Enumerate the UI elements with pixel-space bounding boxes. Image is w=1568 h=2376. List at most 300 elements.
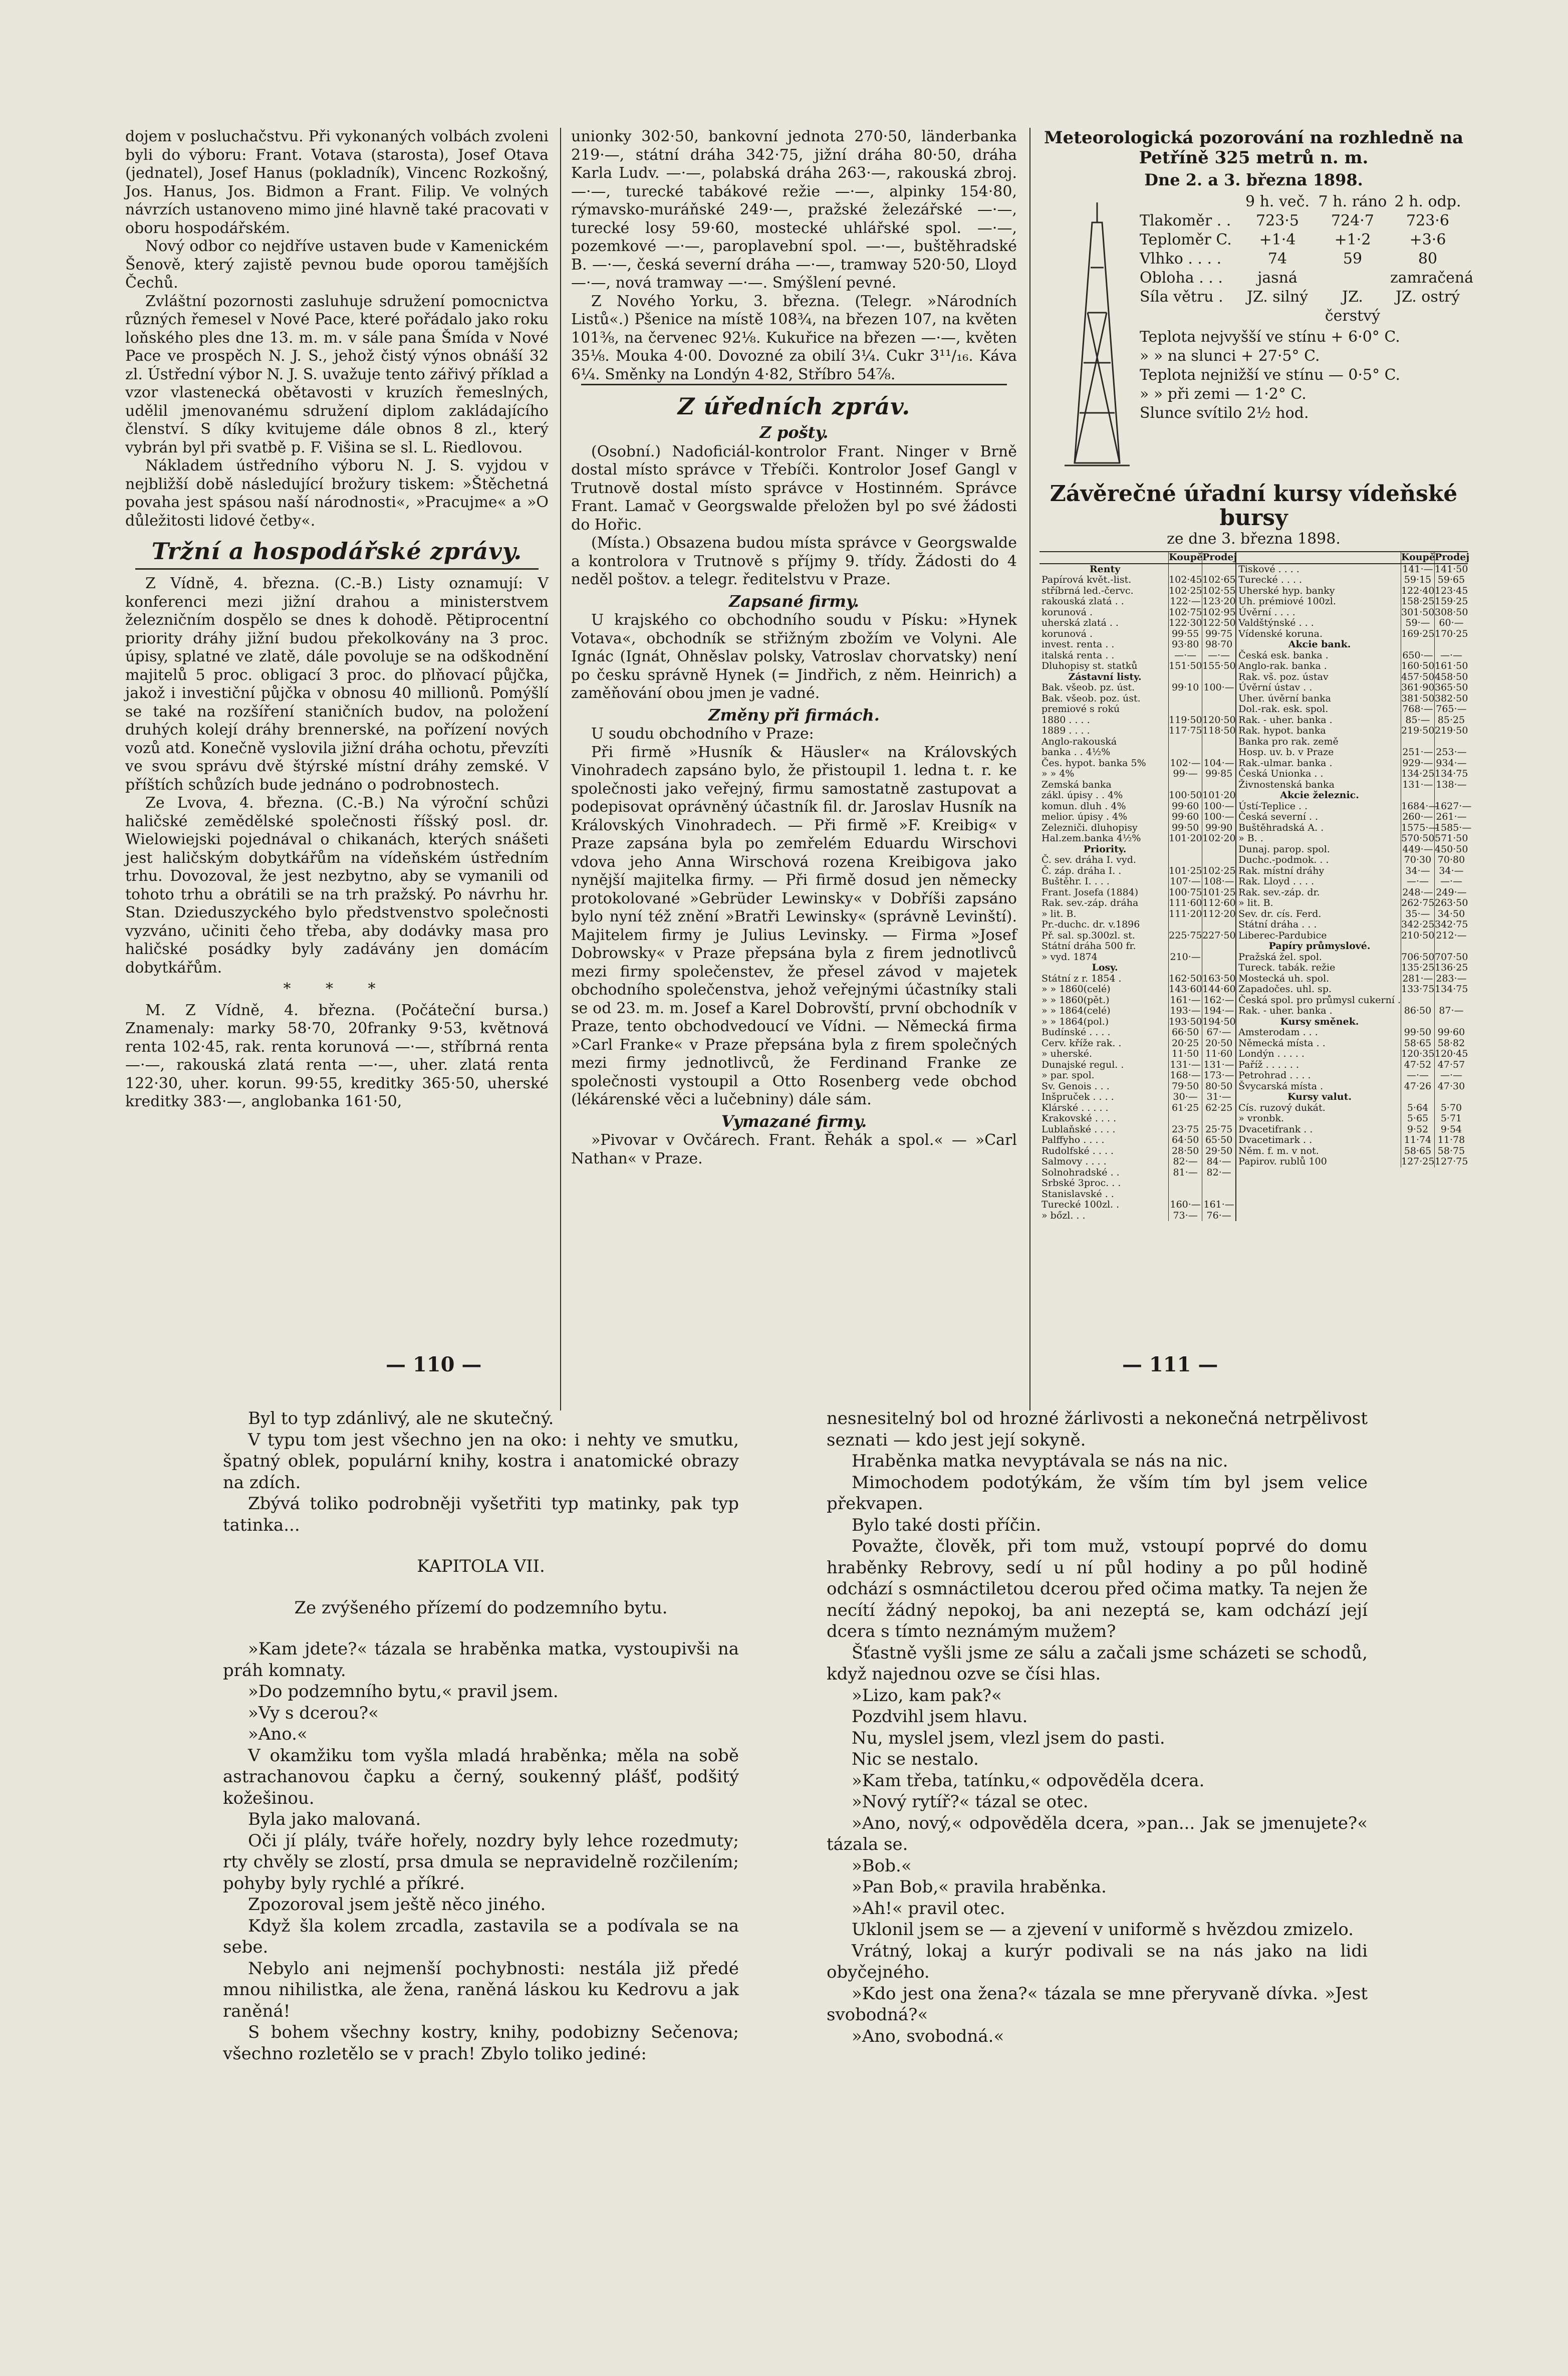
exchange-row <box>1039 1038 1235 1049</box>
security-name: Sev. dr. cís. Ferd. <box>1238 908 1322 919</box>
buy-price: 301·50 <box>1401 606 1435 618</box>
paragraph: Považte, člověk, při tom muž, vstoupí poprvé do domu hraběnky Rebrovy, sedí u ní půl hodiny a po půl hodině odchází s osmnáctiletou dcerou před očima matky. Ta nejen že necítí žádný nepokoj, ba ani nezeptá se, kam odchází její dcera s tímto neznámým mužem? <box>827 1536 1368 1641</box>
exchange-row <box>1236 693 1468 704</box>
paragraph: Nebylo ani nejmenší pochybnosti: nestála již předé mnou nihilistka, ale žena, raněná láskou ku Kedrovu a jak raněná! <box>223 1958 739 2021</box>
newspaper-column-3 <box>1039 128 1474 1221</box>
article-vienna: Z Vídně, 4. března. (C.-B.) Listy oznamují: V konferenci mezi jižní drahou a ministerstvem železničním dospělo se dnes k dohodě. Pětiprocentní priority dráhy jižní budou překolkovány na 3 proc. úpisy, splatné ve zlatě, dále povoluje se na odškodnění majitelů 5 proc. obligací 3 proc. do plňovací půjčka, jakož i investiční půjčka v obnosu 40 millionů. Pomýšlí se také na rozšíření staničních budov, na položení druhých kolejí dráhy brennerské, na pořízení nových vozů atd. Konečně vyslovila jižní dráha ochotu, převzíti ve svou správu dvě štýrské místní dráhy zemské. V příštích schůzích bude jednáno o podrobnostech. <box>125 575 549 794</box>
page-number-left: — 110 — <box>386 1353 482 1376</box>
buy-price <box>1168 564 1202 575</box>
security-name: Duchc.-podmok. . . <box>1238 854 1329 865</box>
newspaper-clipping <box>125 128 1474 1295</box>
exchange-row <box>1236 629 1468 640</box>
security-name: Česká Unionka . . <box>1238 768 1324 779</box>
exchange-row <box>1039 704 1235 715</box>
exchange-row <box>1039 855 1235 866</box>
buy-price: 59·15 <box>1401 575 1434 586</box>
exchange-row <box>1039 823 1235 834</box>
paragraph: V okamžiku tom vyšla mladá hraběnka; měla na sobě astrachanovou čapku a černý, soukenný plášť, podšitý kožešinou. <box>223 1745 739 1808</box>
buy-price: 61·25 <box>1168 1103 1202 1114</box>
buy-price: 30·— <box>1168 1092 1202 1103</box>
security-name: Dunaj. parop. spol. <box>1238 843 1330 855</box>
exchange-row <box>1039 1167 1235 1178</box>
security-name: Losy. <box>1092 962 1118 973</box>
meteorology-label: Síla větru . <box>1140 288 1223 306</box>
exchange-row <box>1039 682 1235 693</box>
exchange-row <box>1039 1124 1235 1135</box>
sell-price: 253·— <box>1434 747 1468 758</box>
security-name: Klárské . . . . . <box>1041 1102 1109 1113</box>
security-name: Př. sal. sp.300zl. st. <box>1041 929 1135 941</box>
security-name: Priority. <box>1083 843 1127 855</box>
security-name: » lit. B. <box>1238 897 1273 908</box>
exchange-section-heading <box>1039 672 1235 683</box>
meteorology-label: Obloha . . . <box>1140 269 1223 287</box>
meteorology-value: 74 <box>1267 250 1287 268</box>
exchange-row <box>1236 1049 1468 1060</box>
exchange-row <box>1039 812 1235 823</box>
security-name: Londýn . . . . . <box>1238 1048 1304 1059</box>
exchange-row <box>1236 1103 1468 1114</box>
exchange-row <box>1039 909 1235 920</box>
meteorology-value: +3·6 <box>1409 230 1446 249</box>
page-number-right: — 111 — <box>1122 1353 1218 1376</box>
security-name: Frant. Josefa (1884) <box>1041 886 1139 898</box>
buy-price: 85·— <box>1401 715 1434 726</box>
buy-price: 1575·— <box>1401 822 1438 833</box>
security-name: Zelezniči. dluhopisy <box>1041 822 1138 833</box>
exchange-row <box>1039 1146 1235 1157</box>
sell-price: 82·— <box>1202 1167 1235 1178</box>
security-name: » uherské. <box>1041 1048 1093 1059</box>
meteorology-value: 723·6 <box>1406 211 1449 229</box>
paragraph: Zvláštní pozornosti zasluhuje sdružení pomocnictva různých řemesel v Nové Pace, které pořádalo jako roku loňského ples dne 13. m. m. v sále pana Šmída v Nové Pace ve prospěch N. J. S., jehož čistý výnos obnáší 32 zl. Ústřední výbor N. J. S. uvažuje tento zářivý příklad a vzor vlastenecká obětavosti v kruzích řemeslných, udělil jmenovanému sdružení diplom zakládajícího členství. S díky kvitujeme dále obnos 8 zl., který vybrán byl při svatbě p. F. Višina se sl. L. Riedlovou. <box>125 292 549 456</box>
buy-price: 82·— <box>1168 1156 1202 1167</box>
buy-price: 66·50 <box>1168 1027 1202 1038</box>
buy-price: 35·— <box>1401 909 1434 920</box>
section-title: Tržní a hospodářské zprávy. <box>151 538 522 565</box>
buy-price: 102·45 <box>1169 574 1202 585</box>
sell-price: 707·50 <box>1435 951 1468 963</box>
buy-price: 706·50 <box>1401 951 1435 963</box>
sell-price: 120·50 <box>1202 714 1236 726</box>
buy-price: 457·50 <box>1401 671 1435 682</box>
security-name: Dunajské regul. . <box>1041 1059 1124 1070</box>
buy-price: 70·30 <box>1401 855 1434 866</box>
security-name: Tiskové . . . . <box>1238 563 1299 575</box>
exchange-row <box>1236 833 1468 844</box>
exchange-section-heading <box>1236 1017 1468 1028</box>
security-name: premiové s rokú <box>1041 703 1120 715</box>
sell-price: 102·65 <box>1202 574 1236 585</box>
paragraph: »Ano.« <box>248 1724 308 1744</box>
exchange-row <box>1236 1060 1468 1071</box>
security-name: » B. . <box>1238 833 1263 844</box>
buy-price: 281·— <box>1401 974 1434 985</box>
buy-price: 1684·— <box>1401 800 1438 812</box>
newspaper-column-1 <box>125 128 549 1111</box>
sell-price <box>1434 790 1468 801</box>
security-name: Anglo-rak. banka . <box>1238 660 1327 671</box>
buy-price: 127·25 <box>1401 1156 1435 1167</box>
exchange-row <box>1236 919 1468 930</box>
sell-price: 212·— <box>1434 930 1468 941</box>
paragraph: nesnesitelný bol od hrozné žárlivosti a nekonečná netrpělivost seznati — kdo jest její sokyně. <box>827 1408 1368 1450</box>
buy-price: 248·— <box>1401 887 1434 898</box>
buy-price: 58·65 <box>1401 1146 1434 1157</box>
buy-price: 11·74 <box>1401 1135 1434 1146</box>
paragraph: unionky 302·50, bankovní jednota 270·50, länderbanka 219·—, státní dráha 342·75, jižní dráha 80·50, dráha Karla Ludv. —·—, polabská dráha 263·—, rakouská zbroj. —·—, turecké tabákové režie —·—, alpinky 154·80, rýmavsko-muráňské 249·—, pražské železářské —·—, turecké losy 59·60, mostecké uhlářské spol. —·—, pozemkové —·—, paroplavební spol. —·—, buštěhradské B. —·—, česká severní dráha —·—, tramway 520·50, Lloyd —·—, nová tramway —·—. Smýšlení pevné. <box>571 128 1017 292</box>
buy-price: 122·— <box>1168 596 1202 607</box>
meteorology-label: Tlakoměr . . <box>1140 211 1231 229</box>
sell-price: 104·— <box>1202 758 1235 769</box>
security-name: Zemská banka <box>1041 779 1112 790</box>
buy-price: 81·— <box>1168 1167 1202 1178</box>
buy-price: 929·— <box>1401 758 1434 769</box>
security-name: » » 1860(pět.) <box>1041 994 1110 1006</box>
exchange-row <box>1039 952 1235 963</box>
exchange-row <box>1236 596 1468 607</box>
paragraph: »Kam jdete?« tázala se hraběnka matka, vystoupivši na práh komnaty. <box>223 1639 739 1681</box>
paragraph: Pozdvihl jsem hlavu. <box>852 1707 1028 1727</box>
paragraph: dojem v posluchačstvu. Při vykonaných volbách zvoleni byli do výboru: Frant. Votava (starosta), Josef Otava (jednatel), Josef Hanus (pokladník), Vincenc Rozkošný, Jos. Hanus, Jos. Bidmon a Frant. Filip. Ve volných návrzích ustanoveno mimo jiné hlavně také pracovati v oboru hospodářském. <box>125 128 549 237</box>
buy-price: 141·— <box>1401 564 1434 575</box>
meteorology-row <box>1140 288 1465 326</box>
sell-price: 87·— <box>1434 1006 1468 1017</box>
security-name: invest. renta . . <box>1041 639 1115 650</box>
exchange-row <box>1039 586 1235 597</box>
security-name: Česká esk. banka . <box>1238 649 1329 661</box>
sell-price: 101·20 <box>1202 790 1236 801</box>
sell-price: 31·— <box>1202 1092 1235 1103</box>
buy-price <box>1401 941 1434 952</box>
sell-price: 131·— <box>1202 1060 1235 1071</box>
exchange-row <box>1039 898 1235 909</box>
paragraph: Nákladem ústředního výboru N. J. S. vyjdou v nejbližší době následující brožury tiskem: »Štěchetná povaha jest spásou naší národnosti«, »Pracujme« a »O důležitosti lidové četby«. <box>125 457 549 530</box>
buy-price: 768·— <box>1401 704 1434 715</box>
security-name: Státní z r. 1854 . <box>1041 973 1122 984</box>
security-name: Inšpruček . . . . <box>1041 1091 1114 1102</box>
paragraph: U soudu obchodního v Praze: <box>591 725 814 743</box>
sell-price <box>1202 855 1235 866</box>
sell-price: 219·50 <box>1435 725 1468 736</box>
sell-price: 11·60 <box>1202 1049 1235 1060</box>
exchange-row <box>1236 661 1468 672</box>
exchange-row <box>1039 941 1235 952</box>
paragraph: Nu, myslel jsem, vlezl jsem do pasti. <box>852 1728 1165 1748</box>
exchange-row <box>1039 575 1235 586</box>
paragraph: Při firmě »Husník & Häusler« na Královských Vinohradech zapsáno bylo, že přistoupil 1. ledna t. r. ke společnosti jako veřejný, firmu samostatně zastupovat a podepisovat oprávněný účastník fil. dr. Jaroslav Husník na Královských Vinohradech. — Při firmě »F. Kreibig« v Praze zapsána byla po zemřelém Eduardu Wirschovi vdova jeho Anna Wirschová rozena Kreibigova jako nynější majitelka firmy. — Při firmě dosud jen německy protokolované »Gebrüder Lewinsky« v Dobříši zapsáno bylo nyní též znění »Bratři Lewinsky« (správně Levinští). Majitelem firmy je Julius Levinsky. — Firma »Josef Dobrowsky« v Praze přepsána byla z firem jednotlivců mezi firmy společenstev, že přesel závod v majetek obchodního společenstva, jehož veřejnými účastníky stali se od 23. m. m. Josef a Karel Dobrovští, první obchodník v Praze, tento obchodvedoucí ve Vídni. — Německá firma »Carl Franke« v Praze přepsána byla z firem společných mezi firmy jednotlivců, že Ferdinand Franke ze společnosti vystoupil a Otto Rosenberg vede obchod (lékárenské věci a lučebniny) dále sám. <box>571 743 1017 1108</box>
sell-price: 9·54 <box>1434 1124 1468 1135</box>
security-name: Salmovy . . . . <box>1041 1156 1107 1167</box>
exchange-section-heading <box>1039 963 1235 974</box>
exchange-row <box>1039 747 1235 758</box>
security-name: Valdštýnské . . . <box>1238 617 1314 628</box>
book-page-right <box>827 1408 1368 2047</box>
exchange-row <box>1236 952 1468 963</box>
exchange-row <box>1236 1038 1468 1049</box>
paragraph: (Místa.) Obsazena budou místa správce v Georgswalde a kontrolora v Trutnově s příjmy 9. třídy. Žádosti do 4 neděl poštov. a telegr. ředitelstvu v Praze. <box>571 534 1017 588</box>
exchange-row <box>1039 726 1235 737</box>
sell-price <box>1202 704 1235 715</box>
meteorology-title: Meteorologická pozorování na rozhledně na Petříně 325 metrů n. m. <box>1043 128 1464 168</box>
security-name: Úvěrní ústav . . <box>1238 682 1313 693</box>
exchange-row <box>1039 919 1235 930</box>
meteorology-note: » » při zemi — 1·2° C. <box>1140 385 1306 403</box>
exchange-row <box>1236 704 1468 715</box>
meteorology-note: Slunce svítilo 2½ hod. <box>1140 404 1309 422</box>
sell-price: 120·45 <box>1435 1048 1468 1059</box>
sell-price <box>1434 941 1468 952</box>
paragraph: Nový odbor co nejdříve ustaven bude v Kamenickém Šenově, který zajistě pevnou bude oporou tamějších Čechů. <box>125 237 549 292</box>
security-name: Č. záp. dráha I. . <box>1041 865 1122 876</box>
exchange-row <box>1236 769 1468 780</box>
paragraph: U krajského co obchodního soudu v Písku: »Hynek Votava«, obchodník se střižným zbožím ve Volyni. Ale Ignác (Ignát, Ohněslav polsky, Vatroslav chorvatsky) není po česku správně Hynek (= Jindřich, z něm. Heinrich) a zaměňování obou jmen je vadné. <box>571 611 1017 702</box>
buy-price: 122·40 <box>1401 585 1435 596</box>
security-name: » vyd. 1874 <box>1041 951 1098 963</box>
buy-price <box>1168 672 1202 683</box>
sell-price <box>1202 672 1235 683</box>
sell-price: 141·50 <box>1435 563 1468 575</box>
security-name: Úvěrní . . . . <box>1238 606 1295 618</box>
buy-price: —·— <box>1401 1070 1434 1081</box>
buy-price: 99·55 <box>1168 629 1202 640</box>
exchange-row <box>1039 801 1235 812</box>
meteorology-value: +1·2 <box>1334 230 1371 249</box>
exchange-row <box>1236 1113 1468 1124</box>
buy-price: 11·50 <box>1168 1049 1202 1060</box>
exchange-row <box>1236 1027 1468 1038</box>
paragraph: Vrátný, lokaj a kurýr podivali se na nás jako na lidi obyčejného. <box>827 1941 1368 1982</box>
exchange-row <box>1236 618 1468 629</box>
buy-price <box>1401 995 1434 1006</box>
buy-price: 168·— <box>1168 1070 1202 1081</box>
sell-price: —·— <box>1202 650 1235 661</box>
meteorology-label: Vlhko . . . . <box>1140 250 1222 268</box>
sell-price: 934·— <box>1434 758 1468 769</box>
buy-price: 102·75 <box>1169 606 1202 618</box>
meteorology-label: Teploměr C. <box>1140 230 1232 249</box>
divider <box>135 568 539 570</box>
sell-price <box>1434 995 1468 1006</box>
buy-price: 143·60 <box>1169 984 1202 995</box>
article-lvov: Ze Lvova, 4. března. (C.-B.) Na výroční schůzi haličské zemědělské společnosti říšský posl. dr. Wielowiejski pojednával o chikanách, kterých snášeti jest haličským dobytkářům na vídeňském ústředním trhu. Dovozoval, že jest nezbytno, aby se vymanili od tohoto trhu a obrátili se na trh pražský. Po návrhu hr. Stan. Dzieduszyckého bylo předstvenstvo společnosti vyzváno, učiniti čeho třeba, aby dodávky masa pro haličské posádky byly zadávány jen domácím dobytkářům. <box>125 794 549 977</box>
security-name: Dvacetifrank . . <box>1238 1123 1313 1135</box>
exchange-row <box>1236 650 1468 661</box>
buy-price: 160·50 <box>1401 660 1435 671</box>
buy-price: 100·50 <box>1169 790 1202 801</box>
buy-price: 120·35 <box>1401 1048 1435 1059</box>
exchange-row <box>1039 1006 1235 1017</box>
security-name: Státní dráha . . . <box>1238 919 1317 930</box>
paragraph: Hraběnka matka nevyptávala se nás na nic. <box>852 1451 1228 1471</box>
security-name: melior. úpisy . 4% <box>1041 811 1128 822</box>
security-name: Kursy směnek. <box>1280 1016 1359 1027</box>
buy-price <box>1168 919 1202 930</box>
exchange-row <box>1039 995 1235 1006</box>
paragraph: »Pivovar v Ovčárech. Frant. Řehák a spol.« — »Carl Nathan« v Praze. <box>571 1131 1017 1167</box>
exchange-row <box>1039 1070 1235 1081</box>
security-name: » » 4% <box>1041 768 1075 779</box>
sell-price: 70·80 <box>1434 855 1468 866</box>
security-name: uherská zlatá . . <box>1041 617 1119 628</box>
subheading: Zapsané firmy. <box>728 591 860 611</box>
exchange-row <box>1039 1103 1235 1114</box>
security-name: » bőzl. . . <box>1041 1210 1086 1221</box>
subheading: Z pošty. <box>759 423 829 442</box>
exchange-row <box>1236 844 1468 855</box>
exchange-row <box>1236 909 1468 920</box>
paragraph: Zpozoroval jsem ještě něco jiného. <box>248 1894 546 1915</box>
meteorology-value: 723·5 <box>1256 211 1299 229</box>
buy-price: 34·— <box>1401 866 1434 877</box>
buy-price: 99·60 <box>1168 801 1202 812</box>
buy-price: 251·— <box>1401 747 1434 758</box>
security-name: Amsterodam . . . <box>1238 1027 1318 1038</box>
buy-price: 361·90 <box>1401 682 1435 693</box>
sell-price: 34·— <box>1434 866 1468 877</box>
sell-price: 194·— <box>1202 1006 1235 1017</box>
exchange-row <box>1039 1092 1235 1103</box>
sell-price: 155·50 <box>1202 660 1236 671</box>
buy-price: 193·— <box>1168 1006 1202 1017</box>
sell-price: 571·50 <box>1435 833 1468 844</box>
sell-price: 283·— <box>1434 974 1468 985</box>
paragraph: »Lizo, kam pak?« <box>852 1685 1002 1706</box>
chapter-heading: Ze zvýšeného přízemí do podzemního bytu. <box>294 1597 668 1618</box>
security-name: Uherské hyp. banky <box>1238 585 1335 596</box>
sell-price: 159·25 <box>1435 596 1468 607</box>
exchange-column-left: Koupě Prodej Renty Papírová květ.-list. 102·45 102·65 stříbrná led.-červc. 102·25 102·55 rakouská zlatá . . 122·— 123·20 korunová . 102·75 102·95 uherská zlatá . . 122·30 122·50 korunová . 99·55 99·75 invest. renta . . 93·80 98·70 italská renta . . —·— —·— Dluhopisy st. statků 151·50 155·50 Zástavní listy. Bak. všeob. pz. úst. 99·10 100·— Bak. všeob. poz. úst. premiové s rokú 1880 . . . . 119·50 120·50 1889 . . . . 117·75 118·50 Anglo-rakouská banka . . 4½% Čes. hypot. banka 5% 102·— 104·— » » 4% 99·— 99·85 Zemská banka zákl. úpisy . . 4% 100·50 101·20 komun. dluh . 4% 99·60 100·— melior. úpisy . 4% 99·60 100·— Zelezniči. dluhopisy 99·50 99·90 Hal.zem.banka 4½% 101·20 102·20 Priority. Č. sev. dráha I. vyd. Č. záp. dráha I. . 101·25 102·25 Buštěhr. I. . . . 107·— 108·— Frant. Josefa (1884) 100·75 101·25 Rak. sev.-záp. dráha 111·60 112·60 » lit. B. 111·20 112·20 Pr.-duchc. dr. v.1896 Př. sal. sp.300zl. st. 225·75 227·50 Státní dráha 500 fr. » vyd. 1874 210·— Losy. Státní z r. 1854 . 162·50 163·50 » » 1860(celé) 143·60 144·60 » » 1860(pět.) 161·— 162·— » » 1864(celé) 193·— 194·— » » 1864(pol.) 193·50 194·50 Budínské . . . . 66·50 67·— Cerv. kříže rak. . 20·25 20·50 » uherské. 11·50 11·60 Dunajské regul. . 131·— 131·— » par. spol. 168·— 173·— Sv. Genois . . . 79·50 80·50 Inšpruček . . . . 30·— 31·— Klárské . . . . . 61·25 62·25 Krakovské . . . . Lublaňské . . . . 23·75 25·75 Palffyho . . . . 64·50 65·50 Rudolfské . . . . 28·50 29·50 Salmovy . . . . 82·— 84·— Solnohradské . . 81·— 82·— Srbské 3proc. . . Stanislavské . . Turecké 100zl. . 160·— 161·— » bőzl. . . 73·— 76·— <box>1039 552 1236 1221</box>
buy-price: 59·— <box>1401 618 1434 629</box>
sell-price <box>1202 1178 1235 1189</box>
sell-price: 60·— <box>1434 618 1468 629</box>
buy-price: 99·60 <box>1168 812 1202 823</box>
sell-price <box>1202 1113 1235 1124</box>
exchange-table <box>1039 551 1472 1221</box>
security-name: Paříž . . . . . . <box>1238 1059 1299 1070</box>
security-name: Krakovské . . . . <box>1041 1113 1117 1124</box>
sell-price: 100·— <box>1202 812 1235 823</box>
exchange-row <box>1236 866 1468 877</box>
paragraph: »Ano, svobodná.« <box>852 2026 1004 2046</box>
paragraph: Bylo také dosti příčin. <box>852 1515 1041 1535</box>
exchange-row <box>1039 737 1235 748</box>
sell-price: 99·75 <box>1202 629 1235 640</box>
exchange-row <box>1039 1027 1235 1038</box>
security-name: 1880 . . . . <box>1041 714 1090 726</box>
sell-price: 102·95 <box>1202 606 1236 618</box>
exchange-row <box>1236 737 1468 748</box>
buy-price <box>1168 844 1202 855</box>
exchange-row <box>1236 1156 1468 1167</box>
sell-price: 123·45 <box>1435 585 1468 596</box>
paragraph: Mimochodem podotýkám, že vším tím byl jsem velice překvapen. <box>827 1472 1368 1514</box>
sell-price: 134·75 <box>1435 768 1468 779</box>
exchange-row <box>1236 747 1468 758</box>
security-name: Dluhopisy st. statků <box>1041 660 1138 671</box>
sell-price: —·— <box>1434 876 1468 887</box>
sell-price: 365·50 <box>1435 682 1468 693</box>
exchange-row <box>1236 876 1468 887</box>
buy-price: 101·25 <box>1169 865 1202 876</box>
meteorology-row <box>1140 269 1474 288</box>
buy-price: 135·25 <box>1401 962 1435 973</box>
security-name: Papirov. rublů 100 <box>1238 1156 1327 1167</box>
security-name: Tureck. tabák. režie <box>1238 962 1336 973</box>
security-name: Dol.-rak. esk. spol. <box>1238 703 1329 715</box>
buy-price: 102·— <box>1168 758 1202 769</box>
paragraph: Byl to typ zdánlivý, ale ne skutečný. <box>248 1408 554 1429</box>
buy-price: 102·25 <box>1169 585 1202 596</box>
buy-price: 119·50 <box>1169 714 1202 726</box>
exchange-row <box>1039 607 1235 618</box>
exchange-row <box>1039 1156 1235 1167</box>
buy-price <box>1401 1017 1434 1028</box>
buy-price: 117·75 <box>1169 725 1202 736</box>
security-name: rakouská zlatá . . <box>1041 596 1124 607</box>
exchange-row <box>1236 995 1468 1006</box>
security-name: korunová . <box>1041 628 1093 639</box>
buy-price: 86·50 <box>1401 1006 1434 1017</box>
buy-price: 342·25 <box>1401 919 1435 930</box>
security-name: Buštěhr. I. . . . <box>1041 876 1110 887</box>
paragraph: »Bob.« <box>852 1855 912 1876</box>
exchange-row <box>1039 790 1235 801</box>
sell-price: 47·57 <box>1434 1060 1468 1071</box>
security-name: Rudolfské . . . . <box>1041 1145 1114 1156</box>
sell-price: 100·— <box>1202 801 1235 812</box>
exchange-row <box>1039 1200 1235 1211</box>
sell-price: 5·70 <box>1434 1103 1468 1114</box>
security-name: Pražská žel. spol. <box>1238 951 1322 963</box>
exchange-section-heading <box>1236 941 1468 952</box>
exchange-row <box>1039 1017 1235 1028</box>
exchange-row <box>1236 1006 1468 1017</box>
chapter-heading: KAPITOLA VII. <box>417 1556 545 1576</box>
security-name: Státní dráha 500 fr. <box>1041 940 1136 952</box>
buy-price: 9·52 <box>1401 1124 1434 1135</box>
buy-price <box>1401 790 1434 801</box>
exchange-row <box>1236 586 1468 597</box>
exchange-row <box>1039 1135 1235 1146</box>
exchange-row <box>1236 715 1468 726</box>
buy-price: 162·50 <box>1169 973 1202 984</box>
buy-price <box>1168 855 1202 866</box>
exchange-row <box>1236 963 1468 974</box>
meteorology-value: 724·7 <box>1331 211 1374 229</box>
sell-price: 108·— <box>1202 876 1235 887</box>
buy-price <box>1168 1189 1202 1200</box>
exchange-section-heading <box>1039 564 1235 575</box>
buy-price: 28·50 <box>1168 1146 1202 1157</box>
sell-price <box>1202 919 1235 930</box>
sell-price: 62·25 <box>1202 1103 1235 1114</box>
sell-price: 47·30 <box>1434 1081 1468 1092</box>
exchange-row <box>1236 984 1468 995</box>
buy-price: 225·75 <box>1169 929 1202 941</box>
column-divider <box>560 128 561 1410</box>
sell-price: 99·90 <box>1202 823 1235 834</box>
exchange-row <box>1236 1146 1468 1157</box>
buy-price: 210·50 <box>1401 929 1435 941</box>
buy-price <box>1401 1092 1434 1103</box>
sell-price: 112·20 <box>1202 908 1236 919</box>
sell-price: 34·50 <box>1434 909 1468 920</box>
sell-price: 263·50 <box>1435 897 1468 908</box>
paragraph: »Vy s dcerou?« <box>248 1703 379 1723</box>
sell-price: 1585·— <box>1435 822 1472 833</box>
security-name: Srbské 3proc. . . <box>1041 1177 1121 1189</box>
